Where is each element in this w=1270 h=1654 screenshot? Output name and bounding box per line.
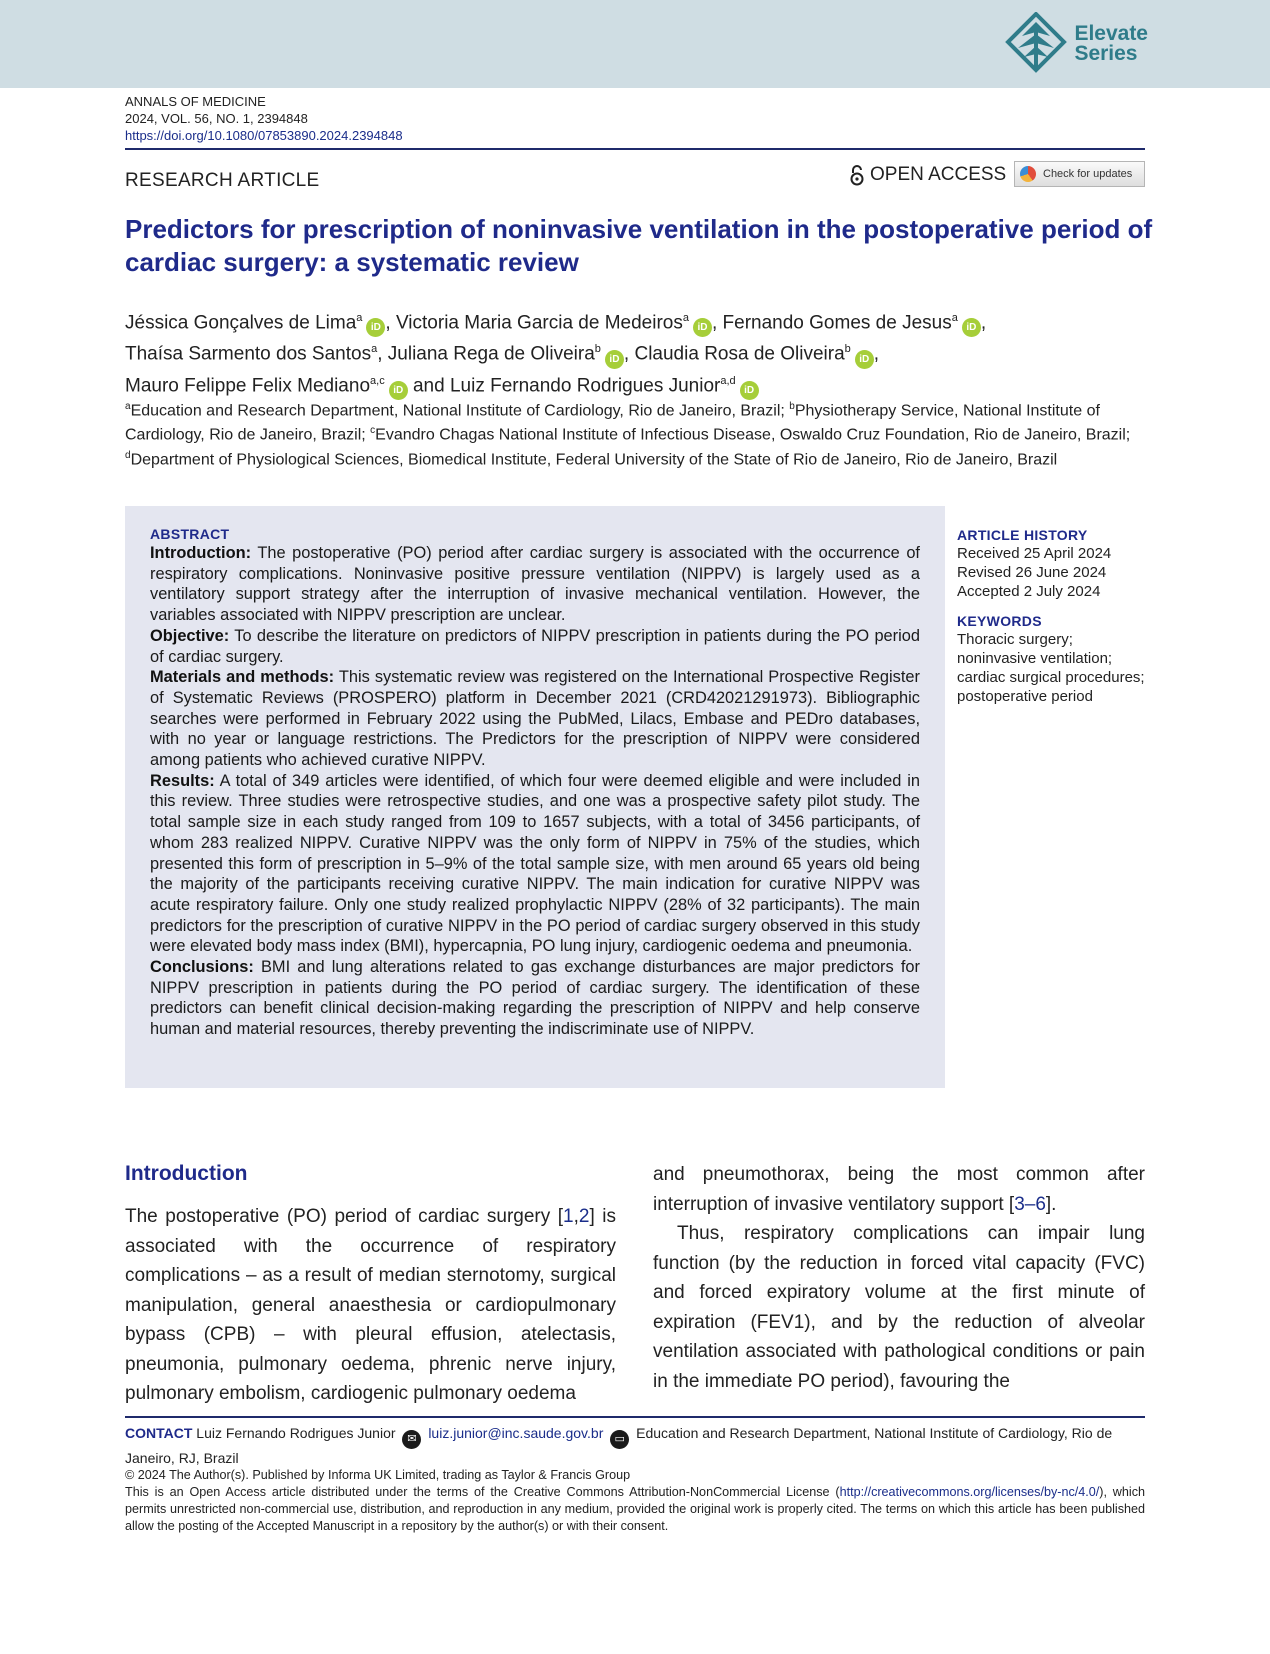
abstract-box: [125, 506, 945, 1088]
author-sup: b: [844, 343, 851, 356]
article-title: Predictors for prescription of noninvasive ventilation in the postoperative period of cardiac surgery: a systematic review: [125, 214, 1153, 277]
intro-text: ].: [1045, 1193, 1057, 1215]
affil-sup: d: [125, 449, 131, 461]
contact-email[interactable]: luiz.junior@inc.saude.gov.br: [428, 1425, 604, 1441]
affiliation: Evandro Chagas National Institute of Infectious Disease, Oswaldo Cruz Foundation, Rio de Janeiro, Brazil;: [375, 426, 1131, 444]
orcid-icon[interactable]: iD: [740, 381, 759, 400]
keywords-text: Thoracic surgery; noninvasive ventilation; cardiac surgical procedures; postoperative period: [957, 631, 1145, 705]
contact-label: CONTACT: [125, 1425, 193, 1441]
orcid-icon[interactable]: iD: [962, 318, 981, 337]
journal-name: ANNALS OF MEDICINE: [125, 94, 266, 109]
author-sup: a,d: [720, 374, 736, 387]
orcid-icon[interactable]: iD: [605, 350, 624, 369]
author-sup: b: [594, 343, 601, 356]
orcid-icon[interactable]: iD: [389, 381, 408, 400]
email-icon: ✉: [402, 1430, 421, 1449]
revised-date: Revised 26 June 2024: [957, 564, 1107, 581]
abstract-text: This systematic review was registered on the International Prospective Register of Systematic Reviews (PROSPERO) platform in December 2021 (CRD42021291973). Bibliographic searches were performed in February 2022 using the PubMed, Lilacs, Embase and PEDro databases, with no year or language restrictions. The Predictors for the prescription of NIPPV were considered among patients who achieved curative NIPPV.: [150, 668, 920, 770]
crossmark-icon: [1020, 166, 1036, 182]
abstract-section: [150, 667, 920, 771]
citation-link[interactable]: 3–6: [1014, 1193, 1046, 1215]
author: Fernando Gomes de Jesus: [722, 312, 952, 334]
intro-text: ] is associated with the occurrence of respiratory complications – as a result of median sternotomy, surgical manipulation, general anaesthesia or cardiopulmonary bypass (CPB) – with pleural effusion, atelectasis, pneumonia, pulmonary oedema, phrenic nerve injury, pulmonary embolism, cardiogenic pulmonary oedema: [125, 1206, 616, 1404]
affiliation: Education and Research Department, National Institute of Cardiology, Rio de Janeiro, Brazil;: [130, 402, 785, 420]
orcid-icon[interactable]: iD: [366, 318, 385, 337]
journal-meta: [125, 93, 403, 144]
footer-rule: [125, 1416, 1145, 1418]
contact-address: Education and Research Department, National Institute of Cardiology, Rio de Janeiro, RJ, Brazil: [125, 1425, 1113, 1466]
abstract-text: To describe the literature on predictors of NIPPV prescription in patients during the PO period of cardiac surgery.: [150, 626, 921, 666]
citation-link[interactable]: 1: [563, 1206, 574, 1227]
intro-column-left: [125, 1202, 616, 1409]
affiliations: [125, 397, 1155, 470]
affil-sup: a: [125, 401, 131, 412]
abstract-section: [150, 626, 920, 667]
author-sup: a: [951, 312, 958, 324]
author: Luiz Fernando Rodrigues Junior: [449, 374, 721, 396]
author-sup: a: [356, 312, 363, 324]
article-history-heading: ARTICLE HISTORY: [957, 527, 1088, 543]
license-text: ), which permits unrestricted non-commercial use, distribution, and reproduction in any medium, provided the original work is properly cited. The terms on which this article has been published allow the posting of the Accepted Manuscript in a repository by the author(s) or with their consent.: [125, 1485, 1145, 1533]
abstract-label: Materials and methods:: [150, 668, 335, 687]
abstract-text: A total of 349 articles were identified, of which four were deemed eligible and were included in this review. Three studies were retrospective studies, and one was a prospective safety pilot study. The total sample size in each study ranged from 109 to 1657 subjects, with a total of 3456 participants, of whom 283 realized NIPPV. Curative NIPPV was the only form of NIPPV in 75% of the studies, which presented this form of prescription in 5–9% of the total sample size, with men around 65 years old being the majority of the participants receiving curative NIPPV. The main indication for curative NIPPV was acute respiratory failure. Only one study realized prophylactic NIPPV (28% of 32 participants). The main predictors for the prescription of curative NIPPV in the PO period of cardiac surgery observed in this study were elevated body mass index (BMI), hypercapnia, PO lung injury, cardiogenic oedema and pneumonia.: [150, 771, 920, 956]
author-sup: a,c: [370, 374, 385, 387]
affiliation: Physiotherapy Service, National Institute of Cardiology, Rio de Janeiro, Brazil;: [125, 402, 1100, 444]
check-for-updates-label: Check for updates: [1043, 168, 1133, 180]
elevate-series-logo: [1004, 12, 1148, 76]
brand-line-1: Elevate: [1074, 22, 1148, 45]
author-sup: a: [371, 343, 378, 356]
authors-and: and: [412, 374, 445, 396]
abstract-text: BMI and lung alterations related to gas exchange disturbances are major predictors for NIPPV prescription in patients during the PO period of cardiac surgery. The identification of these predictors can benefit clinical decision-making regarding the prescription of NIPPV and help conserve human and material resources, thereby preventing the indiscriminate use of NIPPV.: [150, 958, 920, 1039]
abstract-section: [150, 957, 920, 1040]
open-access-badge: [850, 164, 1006, 186]
contact-name: Luiz Fernando Rodrigues Junior: [196, 1425, 396, 1441]
accepted-date: Accepted 2 July 2024: [957, 583, 1101, 600]
author: Claudia Rosa de Oliveira: [634, 343, 845, 365]
intro-column-right: [653, 1160, 1145, 1396]
orcid-icon[interactable]: iD: [855, 350, 874, 369]
journal-volume: 2024, VOL. 56, NO. 1, 2394848: [125, 111, 308, 126]
abstract-content: [150, 526, 920, 1040]
abstract-heading: ABSTRACT: [150, 526, 230, 542]
affiliation: Department of Physiological Sciences, Biomedical Institute, Federal University of the State of Rio de Janeiro, Rio de Janeiro, Brazil: [130, 450, 1058, 468]
article-type: RESEARCH ARTICLE: [125, 170, 320, 191]
author: Jéssica Gonçalves de Lima: [125, 312, 357, 334]
license-text: This is an Open Access article distributed under the terms of the Creative Commons Attribution-NonCommercial License (: [125, 1485, 840, 1499]
abstract-section: [150, 543, 920, 626]
citation-link[interactable]: 2: [578, 1206, 590, 1227]
abstract-label: Conclusions:: [150, 958, 254, 977]
author: Victoria Maria Garcia de Medeiros: [395, 312, 683, 334]
intro-text: ,: [573, 1206, 579, 1227]
contact-block: [125, 1424, 1145, 1468]
open-lock-icon: [850, 164, 864, 186]
open-access-label: OPEN ACCESS: [870, 164, 1007, 185]
introduction-heading: Introduction: [125, 1162, 248, 1185]
intro-text: and pneumothorax, being the most common after interruption of invasive ventilatory support [: [653, 1164, 1145, 1215]
license-link[interactable]: http://creativecommons.org/licenses/by-nc/4.0/: [839, 1485, 1100, 1499]
affil-sup: b: [789, 401, 795, 412]
article-sidebar: [957, 527, 1147, 706]
copyright-line: © 2024 The Author(s). Published by Informa UK Limited, trading as Taylor & Francis Group: [125, 1468, 631, 1482]
orcid-icon[interactable]: iD: [693, 318, 712, 337]
abstract-section: [150, 771, 920, 957]
received-date: Received 25 April 2024: [957, 545, 1112, 562]
abstract-text: The postoperative (PO) period after cardiac surgery is associated with the occurrence of respiratory complications. Noninvasive positive pressure ventilation (NIPPV) is largely used as a ventilatory support strategy after the interruption of invasive mechanical ventilation. However, the variables associated with NIPPV prescription are unclear.: [150, 544, 920, 625]
brand-line-2: Series: [1074, 42, 1138, 65]
elevate-tree-icon: [1004, 12, 1068, 76]
intro-text: The postoperative (PO) period of cardiac surgery [: [125, 1206, 564, 1227]
author-sup: a: [682, 312, 689, 324]
author: Juliana Rega de Oliveira: [387, 343, 595, 365]
abstract-label: Results:: [150, 771, 215, 790]
author: Mauro Felippe Felix Mediano: [125, 374, 371, 396]
author: Thaísa Sarmento dos Santos: [125, 343, 372, 365]
keywords-heading: KEYWORDS: [957, 613, 1042, 629]
intro-paragraph-2: Thus, respiratory complications can impair lung function (by the reduction in forced vital capacity (FVC) and forced expiratory volume at the first minute of expiration (FEV1), and by the reduction of alveolar ventilation associated with pathological conditions or pain in the immediate PO period), favouring the: [653, 1223, 1145, 1392]
check-for-updates-button[interactable]: [1014, 161, 1145, 187]
top-banner: [0, 0, 1270, 88]
abstract-label: Introduction:: [150, 544, 252, 562]
author-list: Jéssica Gonçalves de Lima$^a$iD , Victoria Maria Garcia de Medeiros$^a$iD , Fernando Gomes de Jesus$^a$iD , Thaísa Sarmento dos Santos$^a$, Juliana Rega de Oliveira$^b$iD , Claudia Rosa de Oliveira$^b$iD , Mauro Felippe Felix Mediano$^{a,c}$iD and Luiz Fernando Rodrigues Junior$^{a,d}$iD: [125, 306, 1155, 400]
abstract-label: Objective:: [150, 626, 230, 645]
address-icon: ▭: [610, 1430, 629, 1449]
affil-sup: c: [370, 425, 376, 437]
header-rule: [125, 148, 1145, 150]
copyright-block: [125, 1467, 1145, 1535]
doi-link[interactable]: https://doi.org/10.1080/07853890.2024.2394848: [125, 128, 403, 143]
